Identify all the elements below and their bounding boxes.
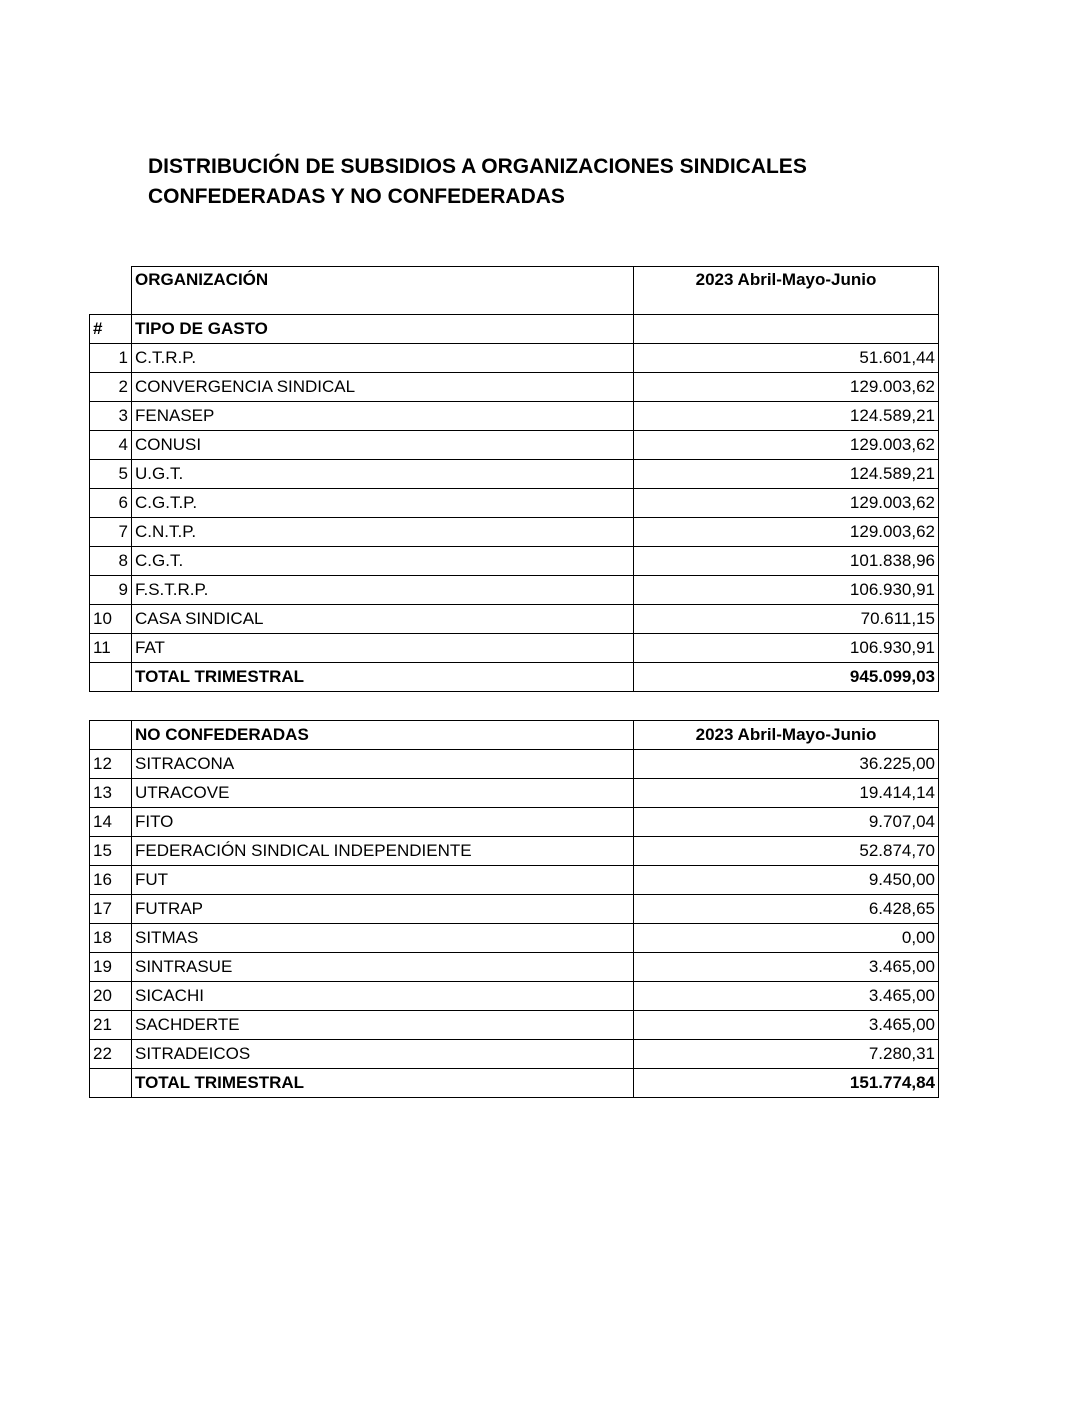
row-number: 10	[90, 605, 132, 634]
organization-name: C.G.T.P.	[132, 489, 634, 518]
hash-label: #	[90, 315, 132, 344]
row-number: 3	[90, 402, 132, 431]
organization-name: SICACHI	[132, 982, 634, 1011]
table-row	[90, 866, 939, 895]
organization-name: FEDERACIÓN SINDICAL INDEPENDIENTE	[132, 837, 634, 866]
organization-name: CONUSI	[132, 431, 634, 460]
row-number: 16	[90, 866, 132, 895]
header-empty-cell	[90, 721, 132, 750]
table-row	[90, 489, 939, 518]
table-row	[90, 431, 939, 460]
header-period: 2023 Abril-Mayo-Junio	[634, 267, 939, 315]
amount-value: 3.465,00	[634, 982, 939, 1011]
no-confederadas-footer	[90, 1069, 939, 1098]
organization-name: C.T.R.P.	[132, 344, 634, 373]
header-empty-cell	[90, 267, 132, 315]
organization-name: UTRACOVE	[132, 779, 634, 808]
row-number: 12	[90, 750, 132, 779]
table-row	[90, 460, 939, 489]
row-number: 6	[90, 489, 132, 518]
total-empty-cell	[90, 663, 132, 692]
amount-value: 19.414,14	[634, 779, 939, 808]
organization-name: SITMAS	[132, 924, 634, 953]
table-row	[90, 924, 939, 953]
row-number: 11	[90, 634, 132, 663]
amount-value: 9.707,04	[634, 808, 939, 837]
amount-value: 106.930,91	[634, 634, 939, 663]
total-value: 945.099,03	[634, 663, 939, 692]
table-row	[90, 344, 939, 373]
table-row	[90, 402, 939, 431]
no-confederadas-total-row	[90, 1069, 939, 1098]
organization-name: SINTRASUE	[132, 953, 634, 982]
total-label: TOTAL TRIMESTRAL	[132, 1069, 634, 1098]
amount-value: 52.874,70	[634, 837, 939, 866]
row-number: 1	[90, 344, 132, 373]
row-number: 15	[90, 837, 132, 866]
row-number: 17	[90, 895, 132, 924]
table-row	[90, 373, 939, 402]
amount-value: 101.838,96	[634, 547, 939, 576]
amount-value: 3.465,00	[634, 1011, 939, 1040]
no-confederadas-header-row	[90, 721, 939, 750]
row-number: 13	[90, 779, 132, 808]
total-value: 151.774,84	[634, 1069, 939, 1098]
amount-value: 36.225,00	[634, 750, 939, 779]
row-number: 5	[90, 460, 132, 489]
amount-value: 6.428,65	[634, 895, 939, 924]
no-confederadas-head	[90, 721, 939, 750]
organization-name: F.S.T.R.P.	[132, 576, 634, 605]
amount-value: 9.450,00	[634, 866, 939, 895]
table-row	[90, 1040, 939, 1069]
table-row	[90, 518, 939, 547]
header-period: 2023 Abril-Mayo-Junio	[634, 721, 939, 750]
amount-value: 129.003,62	[634, 373, 939, 402]
title-line-1: DISTRIBUCIÓN DE SUBSIDIOS A ORGANIZACIONES SINDICALES	[148, 155, 807, 178]
organization-name: CASA SINDICAL	[132, 605, 634, 634]
organization-name: SITRACONA	[132, 750, 634, 779]
amount-value: 51.601,44	[634, 344, 939, 373]
organization-name: SITRADEICOS	[132, 1040, 634, 1069]
table-row	[90, 953, 939, 982]
amount-value: 0,00	[634, 924, 939, 953]
table-row	[90, 576, 939, 605]
table-row	[90, 808, 939, 837]
organization-name: FENASEP	[132, 402, 634, 431]
row-number: 9	[90, 576, 132, 605]
row-number: 7	[90, 518, 132, 547]
table-row	[90, 895, 939, 924]
table-row	[90, 750, 939, 779]
total-label: TOTAL TRIMESTRAL	[132, 663, 634, 692]
table-row	[90, 547, 939, 576]
subheader-row	[90, 315, 939, 344]
row-number: 8	[90, 547, 132, 576]
row-number: 14	[90, 808, 132, 837]
row-number: 2	[90, 373, 132, 402]
organization-name: FUTRAP	[132, 895, 634, 924]
table-row	[90, 634, 939, 663]
row-number: 21	[90, 1011, 132, 1040]
table-row	[90, 779, 939, 808]
header-no-confederadas: NO CONFEDERADAS	[132, 721, 634, 750]
amount-value: 70.611,15	[634, 605, 939, 634]
table-row	[90, 837, 939, 866]
amount-value: 7.280,31	[634, 1040, 939, 1069]
subheader-empty-cell	[634, 315, 939, 344]
row-number: 20	[90, 982, 132, 1011]
organization-name: C.N.T.P.	[132, 518, 634, 547]
row-number: 18	[90, 924, 132, 953]
confederadas-rows	[90, 344, 939, 663]
amount-value: 124.589,21	[634, 460, 939, 489]
title-line-2: CONFEDERADAS Y NO CONFEDERADAS	[148, 185, 565, 208]
row-number: 19	[90, 953, 132, 982]
organization-name: FUT	[132, 866, 634, 895]
organization-name: FAT	[132, 634, 634, 663]
document-title	[148, 152, 807, 212]
amount-value: 129.003,62	[634, 489, 939, 518]
table-row	[90, 982, 939, 1011]
organization-name: U.G.T.	[132, 460, 634, 489]
amount-value: 124.589,21	[634, 402, 939, 431]
no-confederadas-table	[89, 720, 939, 1098]
amount-value: 129.003,62	[634, 518, 939, 547]
confederadas-table	[89, 266, 939, 692]
no-confederadas-rows	[90, 750, 939, 1069]
confederadas-body	[90, 267, 939, 344]
amount-value: 3.465,00	[634, 953, 939, 982]
organization-name: SACHDERTE	[132, 1011, 634, 1040]
amount-value: 106.930,91	[634, 576, 939, 605]
row-number: 22	[90, 1040, 132, 1069]
organization-name: C.G.T.	[132, 547, 634, 576]
organization-name: CONVERGENCIA SINDICAL	[132, 373, 634, 402]
row-number: 4	[90, 431, 132, 460]
table-row	[90, 605, 939, 634]
organization-name: FITO	[132, 808, 634, 837]
tipo-de-gasto-label: TIPO DE GASTO	[132, 315, 634, 344]
total-empty-cell	[90, 1069, 132, 1098]
table-row	[90, 1011, 939, 1040]
header-organizacion: ORGANIZACIÓN	[132, 267, 634, 315]
confederadas-total-row	[90, 663, 939, 692]
amount-value: 129.003,62	[634, 431, 939, 460]
confederadas-footer	[90, 663, 939, 692]
confederadas-header-row	[90, 267, 939, 315]
